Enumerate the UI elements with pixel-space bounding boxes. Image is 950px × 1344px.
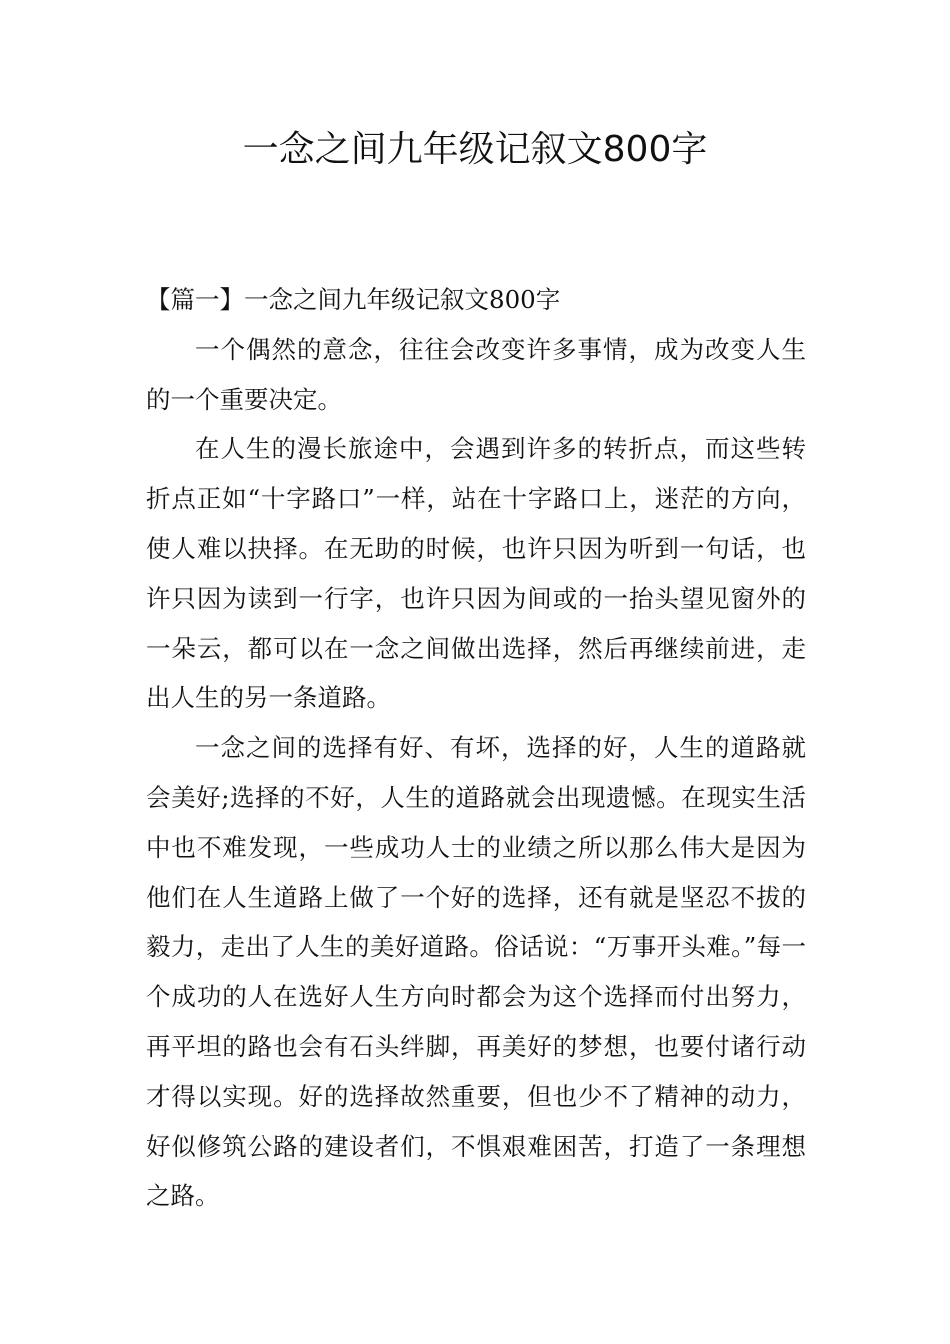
document-title: 一念之间九年级记叙文800字	[242, 129, 708, 170]
document-body	[146, 275, 806, 1221]
paragraph-3: 一念之间的选择有好、有坏，选择的好，人生的道路就会美好;选择的不好，人生的道路就会出现遗憾。在现实生活中也不难发现，一些成功人士的业绩之所以那么伟大是因为他们在人生道路上做了一个好的选择，还有就是坚忍不拔的毅力，走出了人生的美好道路。俗话说：“万事开头难。”每一个成功的人在选好人生方向时都会为这个选择而付出努力，再平坦的路也会有石头绊脚，再美好的梦想，也要付诸行动才得以实现。好的选择故然重要，但也少不了精神的动力，好似修筑公路的建设者们，不惧艰难困苦，打造了一条理想之路。	[146, 733, 806, 1211]
paragraph-1: 一个偶然的意念，往往会改变许多事情，成为改变人生的一个重要决定。	[146, 334, 806, 414]
section-heading: 【篇一】一念之间九年级记叙文800字	[146, 285, 561, 314]
paragraph-2: 在人生的漫长旅途中，会遇到许多的转折点，而这些转折点正如“十字路口”一样，站在十字路口上，迷茫的方向，使人难以抉择。在无助的时候，也许只因为听到一句话，也许只因为读到一行字，也许只因为间或的一抬头望见窗外的一朵云，都可以在一念之间做出选择，然后再继续前进，走出人生的另一条道路。	[146, 434, 806, 713]
